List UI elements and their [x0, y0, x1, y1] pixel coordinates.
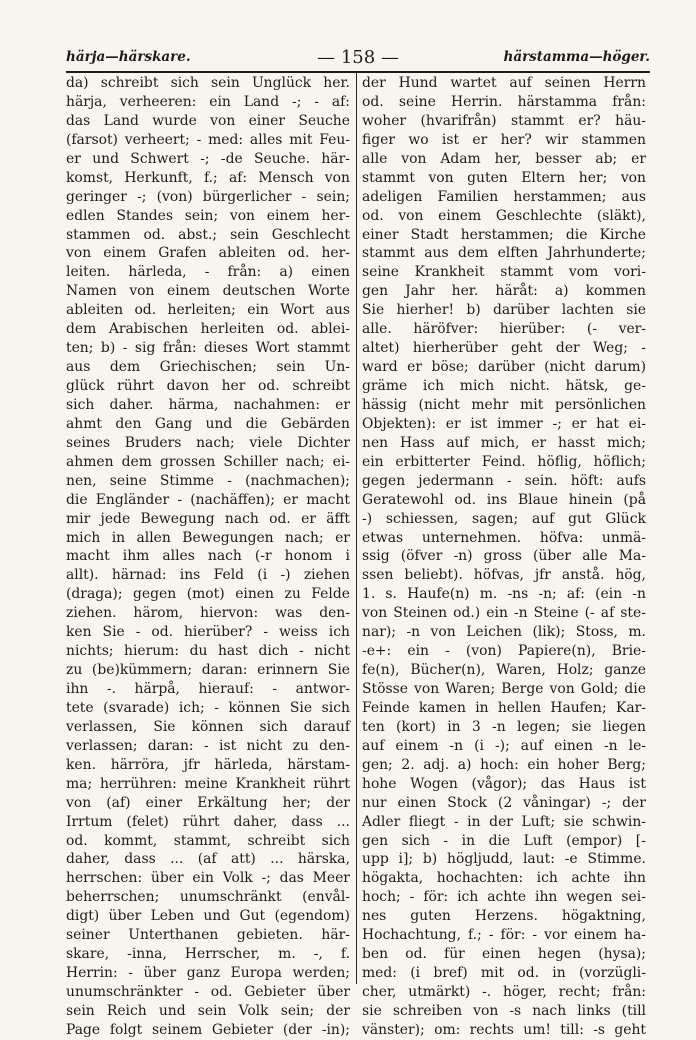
right-column-line: -e+: ein - (von) Papiere(n), Brie-: [362, 643, 646, 660]
left-column-line: tete (svarade) ich; - können Sie sich: [66, 699, 350, 716]
right-column-line: od. seine Herrin. härstamma från:: [362, 93, 646, 110]
right-column-line: gegen jedermann - sein. höft: aufs: [362, 472, 646, 489]
left-column-line: allt). härnad: ins Feld (i -) ziehen: [66, 567, 350, 584]
left-column-line: (farsot) verheert; - med: alles mit Feu-: [66, 131, 350, 148]
left-column-line: edlen Standes sein; von einem her-: [66, 207, 350, 224]
left-column-line: sein Reich und sein Volk sein; der: [66, 1002, 350, 1019]
right-column-line: Adler fliegt - in der Luft; sie schwin-: [362, 813, 646, 830]
left-column-line: ma; herrühren: meine Krankheit rührt: [66, 775, 350, 792]
header-rule: [66, 71, 650, 73]
right-column-line: auf einem -n (i -); auf einen -n le-: [362, 737, 646, 754]
right-column-line: nur einen Stock (2 våningar) -; der: [362, 794, 646, 811]
left-column-line: glück rührt davon her od. schreibt: [66, 378, 350, 394]
left-column-line: seiner Unterthanen gebieten. här-: [66, 927, 350, 944]
left-column-line: beherrschen; unumschränkt (envål-: [66, 889, 350, 906]
page-number: — 158 —: [317, 46, 399, 68]
left-column-line: das Land wurde von einer Seuche: [66, 112, 350, 129]
left-column-line: ableiten od. herleiten; ein Wort aus: [66, 302, 350, 319]
left-column-line: (draga); gegen (mot) einen zu Felde: [66, 586, 350, 603]
right-column-line: stammt von guten Eltern her; von: [362, 169, 646, 186]
left-column-line: ten; b) - sig från: dieses Wort stammt: [66, 340, 350, 357]
header-left-guideword: härja—härskare.: [66, 49, 191, 65]
left-column-line: herrschen: über ein Volk -; das Meer: [66, 870, 350, 887]
right-column-line: Sie hierher! b) darüber lachten sie: [362, 302, 646, 319]
left-column-line: sich daher. härma, nachahmen: er: [66, 396, 350, 413]
left-column-line: von einem Grafen ableiten od. her-: [66, 245, 350, 262]
left-column-line: dem Arabischen herleiten od. ablei-: [66, 321, 350, 338]
left-column-line: macht ihm alles nach (-r honom i: [66, 548, 350, 565]
left-column-line: härja, verheeren: ein Land -; - af:: [66, 93, 350, 110]
left-column-line: Namen von einem deutschen Worte: [66, 283, 350, 300]
right-column-line: Hochachtung, f.; - för: - vor einem ha-: [362, 927, 646, 944]
right-column-line: gräme ich mich nicht. hätsk, ge-: [362, 378, 646, 394]
right-column-line: sie schreiben von -s nach links (till: [362, 1002, 646, 1019]
right-column-line: gen; 2. adj. a) hoch: ein hoher Berg;: [362, 756, 646, 773]
right-column-line: 1. s. Haufe(n) m. -ns -n; af: (ein -n: [362, 586, 646, 603]
right-column-line: vänster); om: rechts um! till: -s geht: [362, 1021, 646, 1038]
left-column-line: Irrtum (felet) rührt daher, dass ...: [66, 813, 350, 830]
right-column-line: einer Stadt herstammen; die Kirche: [362, 226, 646, 243]
right-column-line: seine Krankheit stammt vom vori-: [362, 264, 646, 281]
right-column-line: von Steinen od.) ein -n Steine (- af ste-: [362, 605, 646, 622]
column-divider: [356, 72, 357, 984]
right-column-line: högakta, hochachten: ich achte ihn: [362, 870, 646, 887]
right-column-line: Objekten): er ist immer -; er hat ei-: [362, 415, 646, 432]
left-column-line: die Engländer - (nachäffen); er macht: [66, 491, 350, 508]
right-column-line: nes guten Herzens. högaktning,: [362, 908, 646, 925]
right-column-line: adeligen Familien herstammen; aus: [362, 188, 646, 205]
left-column-line: stammen od. abst.; sein Geschlecht: [66, 226, 350, 243]
left-column-line: digt) über Leben und Gut (egendom): [66, 908, 350, 925]
left-column-line: verlassen; daran: - ist nicht zu den-: [66, 737, 350, 754]
left-column-line: komst, Herkunft, f.; af: Mensch von: [66, 169, 350, 186]
right-column-line: ein erbitterter Feind. höflig, höflich;: [362, 453, 646, 470]
left-column-line: leiten. härleda, - från: a) einen: [66, 264, 350, 281]
left-column-line: skare, -inna, Herrscher, m. -, f.: [66, 946, 350, 963]
right-column-line: fe(n), Bücher(n), Waren, Holz; ganze: [362, 662, 646, 679]
right-column-line: nar); -n von Leichen (lik); Stoss, m.: [362, 624, 646, 641]
left-column-line: verlassen, Sie können sich darauf: [66, 718, 350, 735]
left-column-line: zu (be)kümmern; daran: erinnern Sie: [66, 662, 350, 679]
right-column-line: figer wo ist er her? wir stammen: [362, 131, 646, 148]
left-column-line: Page folgt seinem Gebieter (der -in);: [66, 1021, 350, 1038]
left-column-line: daher, dass ... (af att) ... härska,: [66, 851, 350, 868]
right-column-line: nen Hass auf mich, er hasst mich;: [362, 434, 646, 451]
right-column-line: cher, utmärkt) -. höger, recht; från:: [362, 984, 646, 1000]
right-column-line: der Hund wartet auf seinen Herrn: [362, 75, 646, 91]
page-header: [66, 44, 650, 70]
left-column-line: ahmen dem grossen Schiller nach; ei-: [66, 453, 350, 470]
left-column-line: von (af) einer Erkältung her; der: [66, 794, 350, 811]
left-column-line: nen, seine Stimme - (nachmachen);: [66, 472, 350, 489]
right-column-line: ssen beliebt). höfvas, jfr anstå. hög,: [362, 567, 646, 584]
left-column-line: geringer -; (von) bürgerlicher - sein;: [66, 188, 350, 205]
right-column-line: od. von einem Geschlechte (släkt),: [362, 207, 646, 224]
right-column-line: ward er böse; darüber (nicht darum): [362, 359, 646, 376]
right-column-line: stammt aus dem elften Jahrhunderte;: [362, 245, 646, 262]
left-column-line: da) schreibt sich sein Unglück her.: [66, 75, 350, 91]
right-column-line: -) schiessen, sagen; auf gut Glück: [362, 510, 646, 527]
right-column-line: ssig (öfver -n) gross (über alle Ma-: [362, 548, 646, 565]
right-column-line: altet) hierherüber geht der Weg; -: [362, 340, 646, 357]
left-column-line: Herrin: - über ganz Europa werden;: [66, 965, 350, 982]
left-column-line: od. kommt, stammt, schreibt sich: [66, 832, 350, 849]
left-column: [66, 74, 350, 1038]
right-column-line: hoch; - för: ich achte ihn wegen sei-: [362, 889, 646, 906]
left-column-line: nichts; hierum: du hast dich - nicht: [66, 643, 350, 660]
left-column-line: ken. härröra, jfr härleda, härstam-: [66, 756, 350, 773]
right-column-line: ben od. für einen hegen (hysa);: [362, 946, 646, 963]
left-column-line: mich in allen Bewegungen nach; er: [66, 529, 350, 546]
right-column-line: etwas unternehmen. höfva: unmä-: [362, 529, 646, 546]
left-column-line: ken Sie - od. hierüber? - weiss ich: [66, 624, 350, 641]
right-column: [362, 74, 646, 1038]
right-column-line: Geratewohl od. ins Blaue hinein (på: [362, 491, 646, 508]
right-column-line: ten (kort) in 3 -n legen; sie liegen: [362, 718, 646, 735]
right-column-line: med: (i bref) mit od. in (vorzügli-: [362, 965, 646, 982]
right-column-line: alle. häröfver: hierüber: (- ver-: [362, 321, 646, 338]
left-column-line: er und Schwert -; -de Seuche. här-: [66, 150, 350, 167]
left-column-line: ziehen. härom, hiervon: was den-: [66, 605, 350, 622]
left-column-line: seines Bruders nach; viele Dichter: [66, 434, 350, 451]
left-column-line: mir jede Bewegung nach od. er äfft: [66, 510, 350, 527]
right-column-line: Feinde kamen in hellen Haufen; Kar-: [362, 699, 646, 716]
right-column-line: gen Jahr her. häråt: a) kommen: [362, 283, 646, 300]
right-column-line: upp i]; b) högljudd, laut: -e Stimme.: [362, 851, 646, 868]
left-column-line: aus dem Griechischen; sein Un-: [66, 359, 350, 376]
right-column-line: hässig (nicht mehr mit persönlichen: [362, 396, 646, 413]
left-column-line: ahmt den Gang und die Gebärden: [66, 415, 350, 432]
left-column-line: unumschränkter - od. Gebieter über: [66, 984, 350, 1000]
left-column-line: ihn -. härpå, hierauf: - antwor-: [66, 681, 350, 697]
right-column-line: gen sich - in die Luft (empor) [-: [362, 832, 646, 849]
right-column-line: woher (hvarifrån) stammt er? häu-: [362, 112, 646, 129]
right-column-line: hohe Wogen (vågor); das Haus ist: [362, 775, 646, 792]
right-column-line: alle von Adam her, besser ab; er: [362, 150, 646, 167]
right-column-line: Stösse von Waren; Berge von Gold; die: [362, 681, 646, 697]
header-right-guideword: härstamma—höger.: [503, 49, 650, 65]
